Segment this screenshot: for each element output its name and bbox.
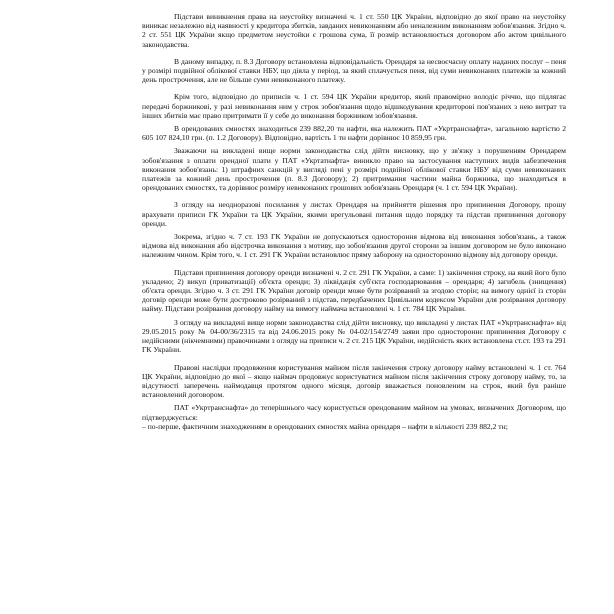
paragraph-lease-renewal: Правові наслідки продовження користування майном після закінчення строку договору найму встановлені ч. 1 ст. 764 ЦК України, відповідно до якої – якщо наймач продовжує користуватися майном після закінчення строку договору найму, то, за відсутності заперечень наймодавця протягом одного місяця, договір вважається поновленим на строк, який був раніше встановлений договором. — [142, 362, 566, 400]
paragraph-termination-grounds: Підстави припинення договору оренди визначені ч. 2 ст. 291 ГК України, а саме: 1) закінчення строку, на який його було укладено; 2) викуп (приватизації) об'єкта оренди; 3) ліквідація суб'єкта господарювання – орендаря; 4) загибель (знищення) об'єкта оренди. Згідно ч. 3 ст. 291 ГК України договір оренди може бути розірваний за згодою сторін; на вимогу однієї із сторін договір оренди може бути достроково розірваний з підстав, передбачених Цивільним кодексом України для розірвання договору найму. Підстави розірвання договору найму на вимогу наймача встановлені ч. 1 ст. 784 ЦК України. — [142, 267, 566, 314]
paragraph-conclusion-security: Зважаючи на викладені вище норми законодавства слід дійти висновку, що у зв'язку з порушенням Орендарем зобов'язання з оплати орендної плати у ПАТ «Укртатнафта» виникло право на застосування наступних видів забезпечення виконання зобов'язань: 1) штрафних санкцій у вигляді пені у розмірі подвійної облікової ставки НБУ від суми невиконаних платежів за кожний день прострочення (п. 8.3 Договору); 2) притримання частини майна боржника, що знаходиться в орендованих ємностях, та дорівнює розміру невиконаних грошових зобов'язань Орендаря (ч. 1 ст. 594 ЦК України). — [142, 146, 566, 193]
spacer — [142, 49, 566, 57]
paragraph-continued-use: ПАТ «Укртранснафта» до теперішнього часу користується орендованим майном на умовах, визначених Договором, що підтверджується: — [142, 403, 566, 422]
paragraph-termination-request: З огляду на неодноразові посилання у листах Орендаря на прийняття рішення про припинення Договору, прошу врахувати приписи ГК України та ЦК України, якими врегульовані питання щодо порядку та підстав припинення договору оренди. — [142, 200, 566, 228]
list-item-oil-presence: – по-перше, фактичним знаходженням в орендованих ємностях майна орендаря – нафти в кількості 239 882,2 тн; — [142, 421, 508, 431]
paragraph-oil-volume: В орендованих ємностях знаходиться 239 882,20 тн нафти, яка належить ПАТ «Укртранснафта», загальною вартістю 2 605 107 824,10 грн. (п. 1.2 Договору). Відповідно, вартість 1 тн нафти дорівнює 10 859,95 грн. — [142, 124, 566, 143]
paragraph-contract-liability: В даному випадку, п. 8.3 Договору встановлена відповідальність Орендаря за несвоєчасну оплату наданих послуг – пеня у розмірі подвійної облікової ставки НБУ, що діяла у період, за який сплачується пеня, від суми невиконаних платежів за кожний день прострочення, але не більше суми невиконаного платежу. — [142, 56, 566, 85]
paragraph-letters-invalid: З огляду на викладені вище норми законодавства слід дійти висновку, що викладені у листах ПАТ «Укртранснафта» від 29.05.2015 року № 04-00/36/2315 та від 24.06.2015 року № 04-02/154/2749 заяви про одностороннє припинення Договору є недійсними (нікчемними) правочинами з огляду на приписи ч. 2 ст. 215 ЦК України, недійсність яких встановлена ст.ст. 193 та 291 ГК України. — [142, 317, 566, 355]
spacer — [142, 260, 566, 268]
paragraph-retention-right: Крім того, відповідно до приписів ч. 1 ст. 594 ЦК України кредитор, який правомірно володіє річчю, що підлягає передачі боржникові, у разі невиконання ним у строк зобов'язання щодо відшкодування кредиторові пов'язаних з нею витрат та інших збитків має право притримати її у себе до виконання боржником зобов'язання. — [142, 92, 566, 120]
paragraph-penalty-basis: Підстави виникнення права на неустойку визначені ч. 1 ст. 550 ЦК України, відповідно до якої право на неустойку виникає незалежно від наявності у кредитора збитків, завданих невиконанням або неналежним виконанням зобов'язання. Згідно ч. 2 ст. 551 ЦК України якщо предметом неустойки є грошова сума, її розмір встановлюється договором або актом цивільного законодавства. — [142, 12, 567, 49]
paragraph-unilateral-refusal: Зокрема, згідно ч. 7 ст. 193 ГК України не допускаються одностороння відмова від виконання зобов'язань, а також відмова від виконання або відстрочка виконання з мотиву, що зобов'язання другої сторони за іншим договором не було виконано належним чином. Крім того, ч. 1 ст. 291 ГК України встановлює пряму заборону на односторонню відмову від договору оренди. — [142, 232, 566, 260]
spacer — [142, 192, 566, 200]
spacer — [142, 84, 566, 92]
spacer — [142, 355, 566, 363]
